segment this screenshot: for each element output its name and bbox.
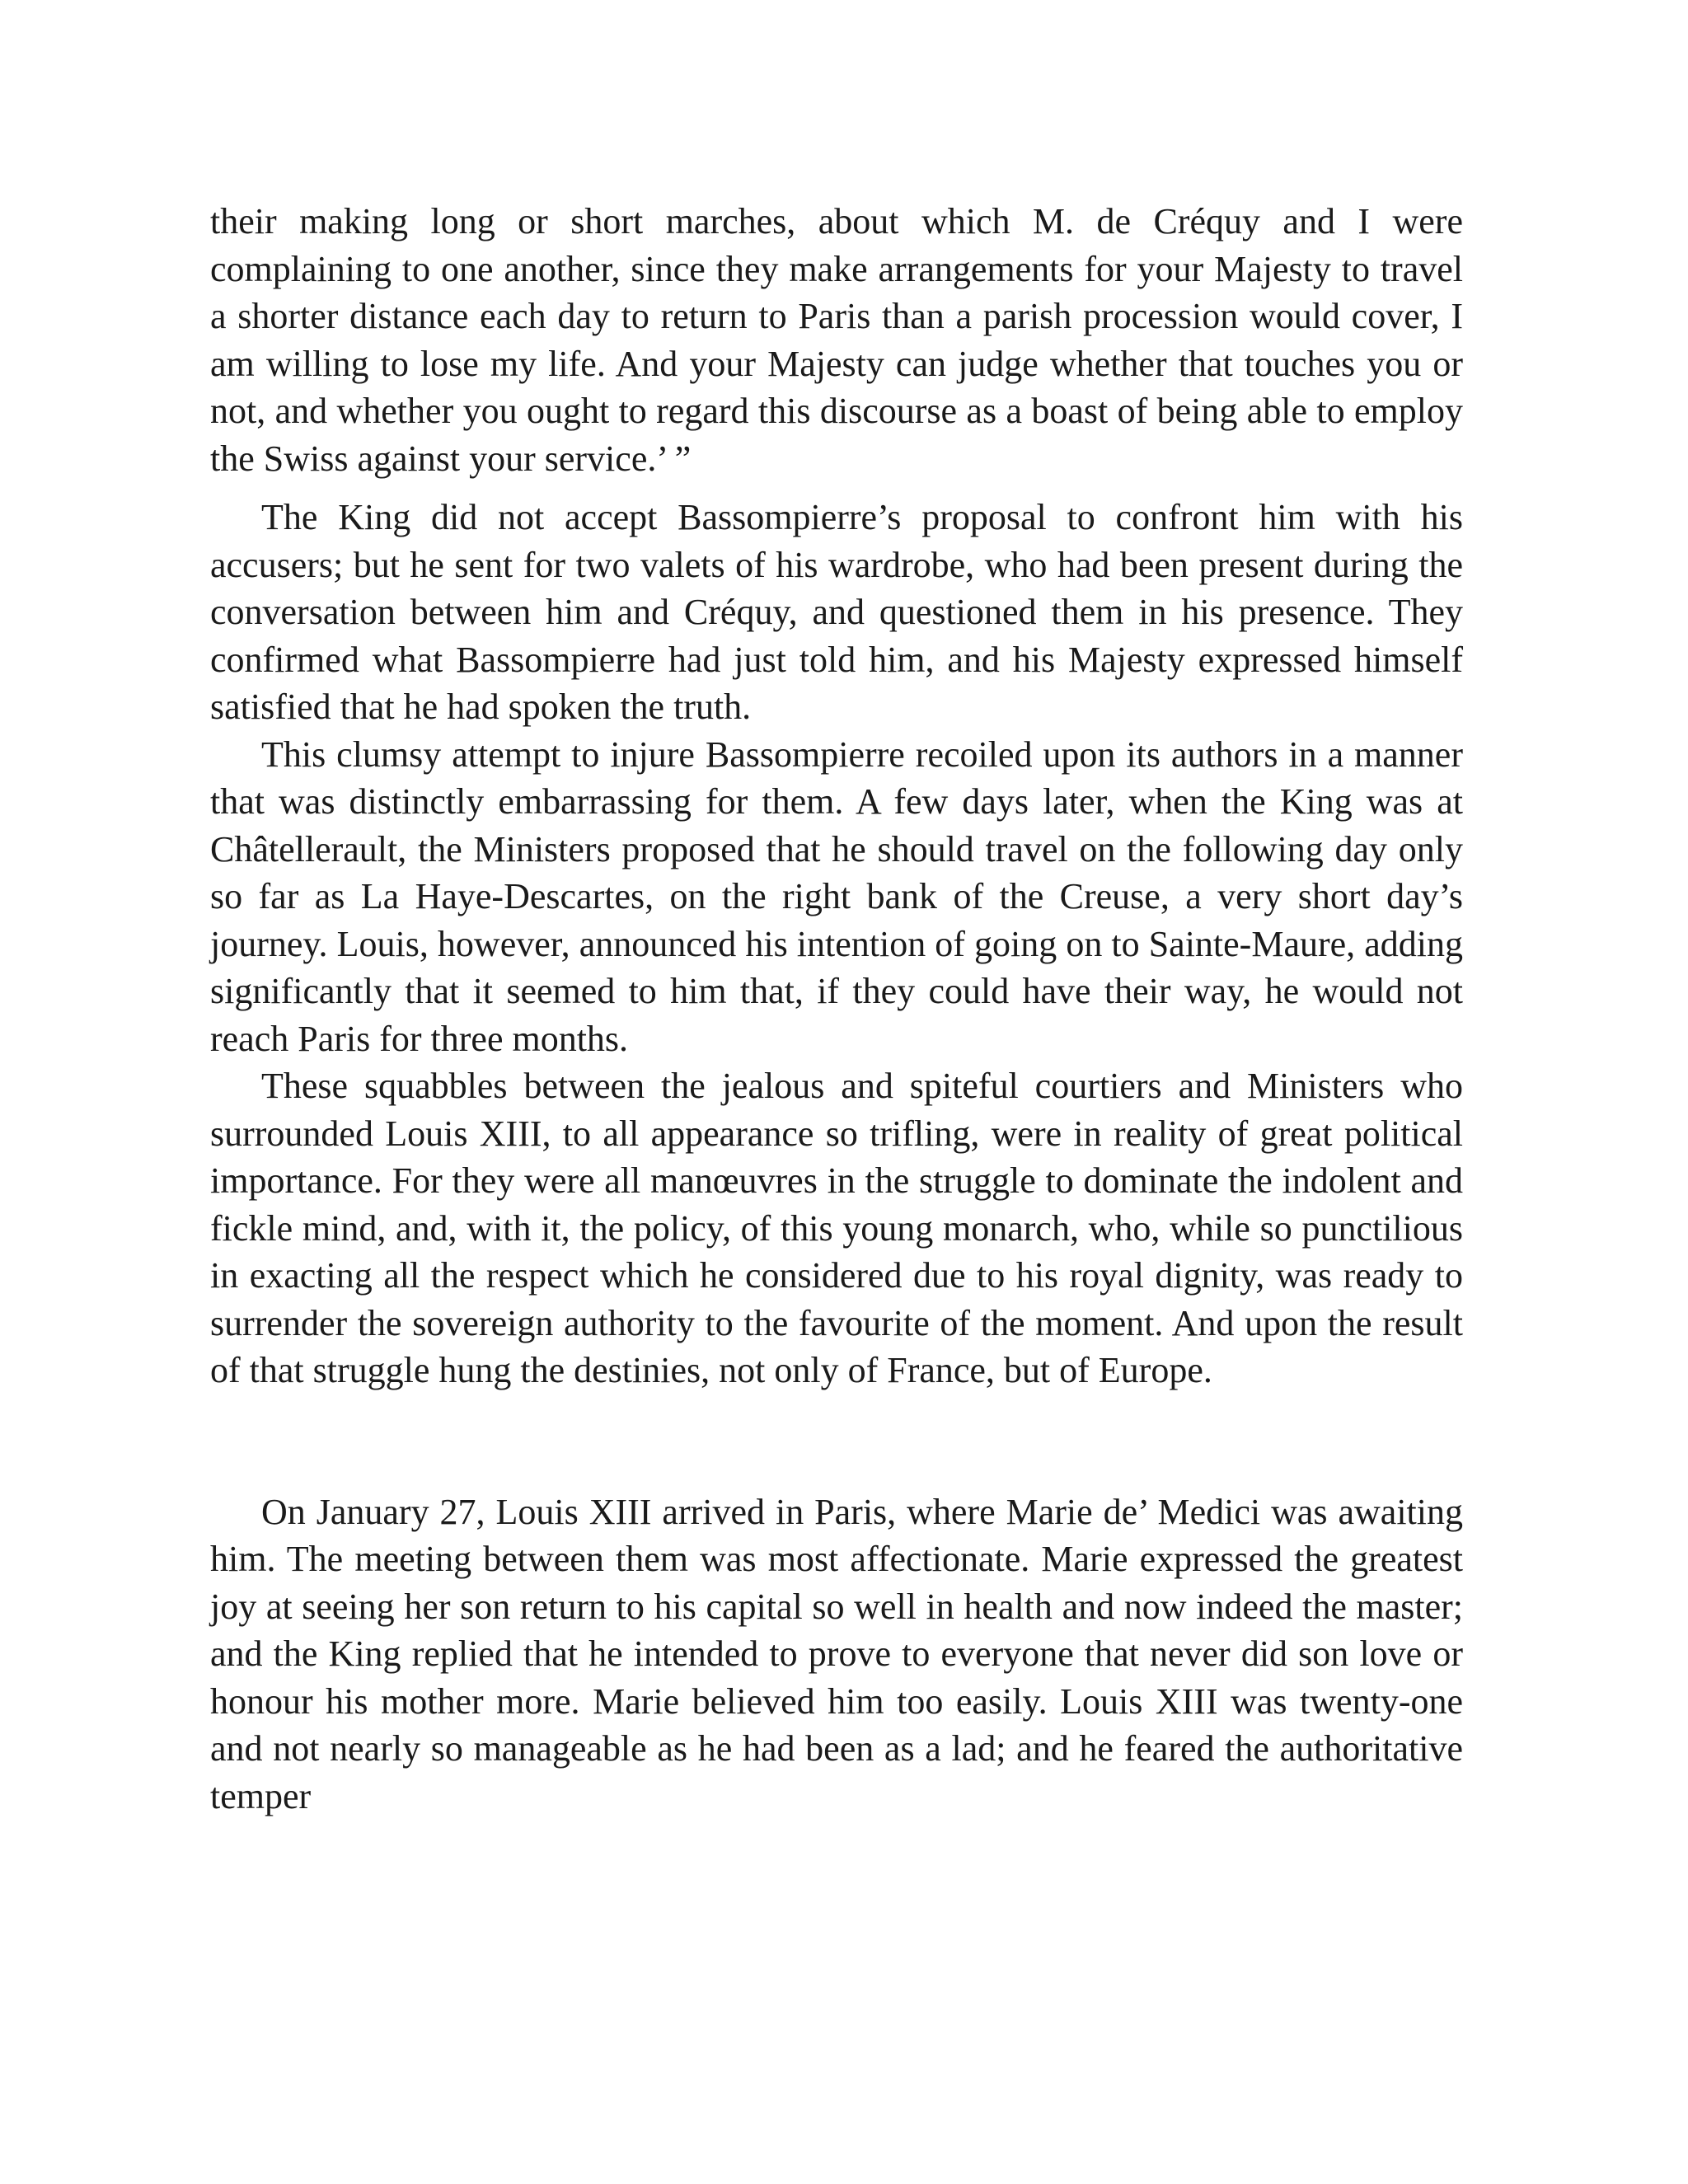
body-text	[210, 198, 1463, 1820]
paragraph: The King did not accept Bassompierre’s proposal to confront him with his accusers; but he sent for two valets of his wardrobe, who had been present during the conversation between him and Créquy, and questioned them in his presence. They confirmed what Bassompierre had just told him, and his Majesty expressed himself satisfied that he had spoken the truth.	[210, 497, 1463, 727]
paragraph-continued: their making long or short marches, about which M. de Créquy and I were complaining to one another, since they make arrangements for your Majesty to travel a shorter distance each day to return to Paris than a parish procession would cover, I am willing to lose my life. And your Majesty can judge whether that touches you or not, and whether you ought to regard this discourse as a boast of being able to employ the Swiss against your service.’ ”	[210, 201, 1463, 479]
paragraph: This clumsy attempt to injure Bassompierre recoiled upon its authors in a manner that was distinctly embarrassing for them. A few days later, when the King was at Châtellerault, the Ministers proposed that he should travel on the following day only so far as La Haye-Descartes, on the right bank of the Creuse, a very short day’s journey. Louis, however, announced his intention of going on to Sainte-Maure, adding significantly that it seemed to him that, if they could have their way, he would not reach Paris for three months.	[210, 733, 1463, 1059]
paragraph-new-section: On January 27, Louis XIII arrived in Paris, where Marie de’ Medici was awaiting him. The meeting between them was most affectionate. Marie expressed the greatest joy at seeing her son return to his capital so well in health and now indeed the master; and the King replied that he intended to prove to everyone that never did son love or honour his mother more. Marie believed him too easily. Louis XIII was twenty-one and not nearly so manageable as he had been as a lad; and he feared the authoritative temper	[210, 1491, 1463, 1816]
paragraph: These squabbles between the jealous and spiteful courtiers and Ministers who surrounded Louis XIII, to all appearance so trifling, were in reality of great political importance. For they were all manœuvres in the struggle to dominate the indolent and fickle mind, and, with it, the policy, of this young monarch, who, while so punctilious in exacting all the respect which he considered due to his royal dignity, was ready to surrender the sovereign authority to the favourite of the moment. And upon the result of that struggle hung the destinies, not only of France, but of Europe.	[210, 1066, 1463, 1390]
